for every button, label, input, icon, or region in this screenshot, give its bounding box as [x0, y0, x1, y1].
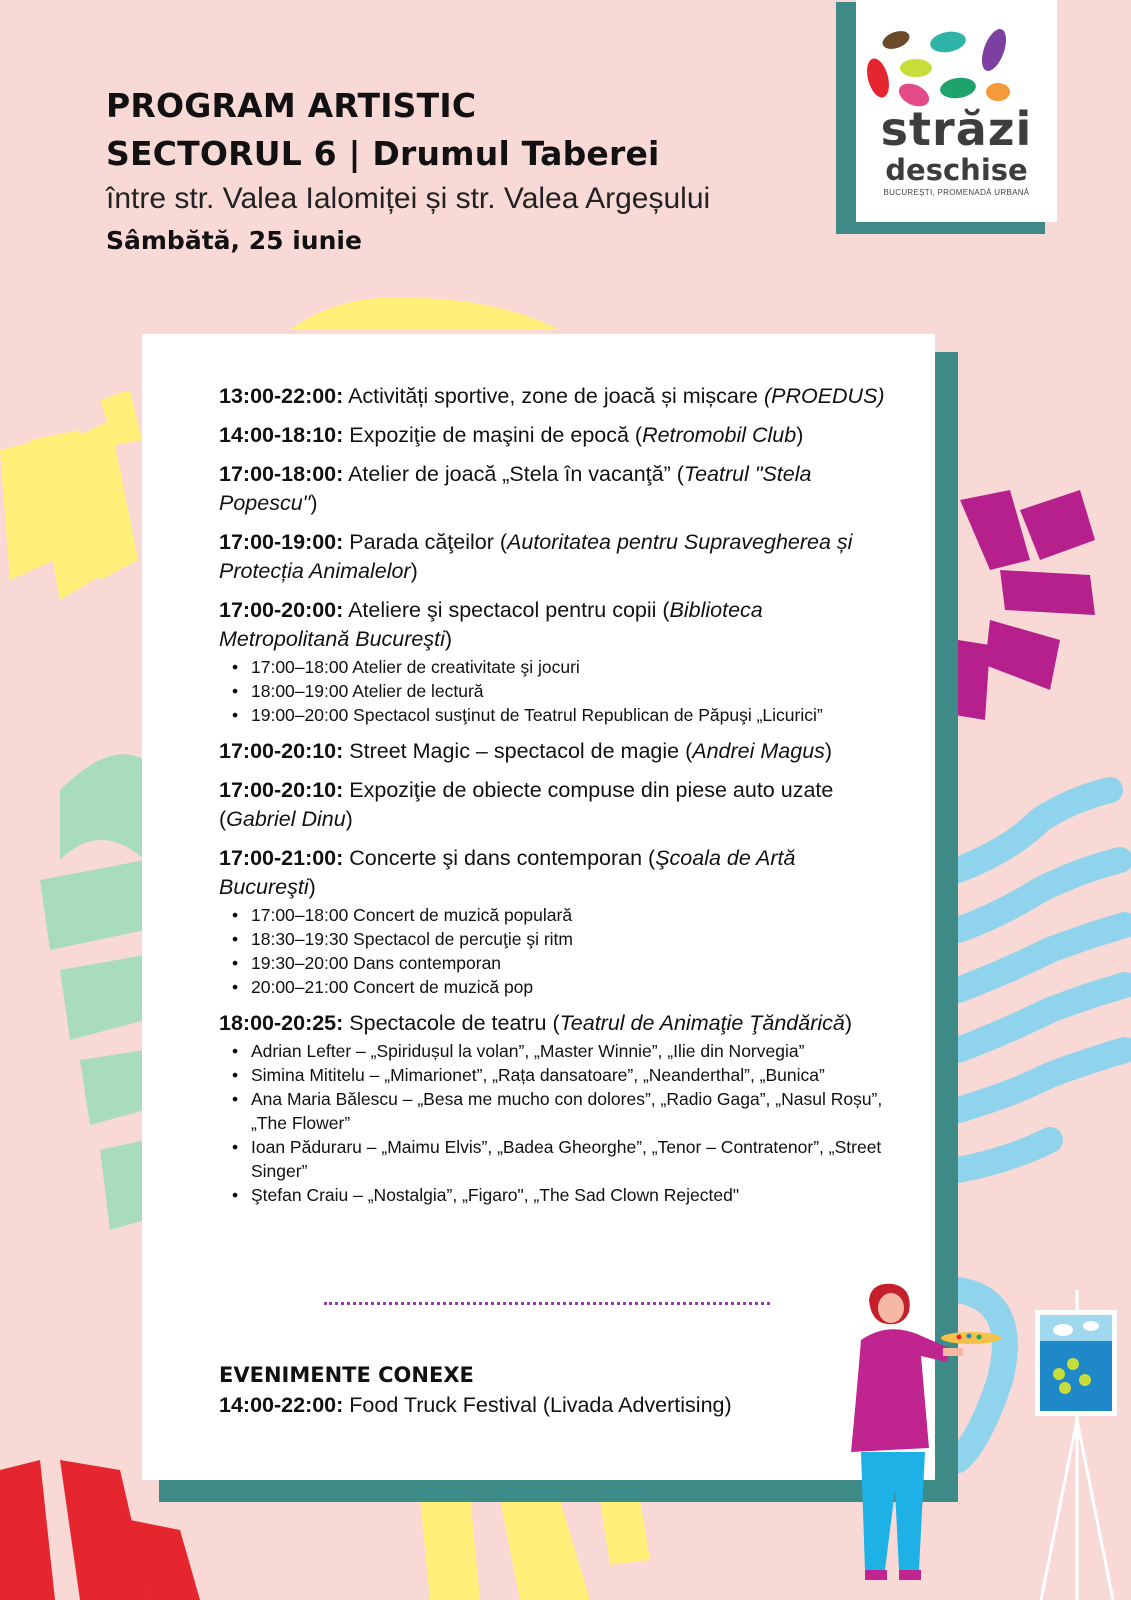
entry-tail: )	[345, 807, 353, 831]
entry-time: 13:00-22:00:	[219, 384, 344, 408]
entry-time: 17:00-20:00:	[219, 598, 344, 622]
sub-item: • 18:30–19:30 Spectacol de percuţie şi ritm	[219, 927, 891, 951]
schedule-entry	[219, 421, 891, 450]
related-event-time: 14:00-22:00:	[219, 1393, 344, 1417]
schedule-entry	[219, 382, 891, 411]
painter-illustration	[851, 1270, 1131, 1600]
entry-time: 17:00-19:00:	[219, 530, 344, 554]
entry-tail: )	[308, 875, 316, 899]
related-event	[219, 1390, 859, 1420]
entry-time: 17:00-20:10:	[219, 778, 344, 802]
entry-organizer: Andrei Magus	[692, 739, 825, 763]
entry-time: 17:00-18:00:	[219, 462, 344, 486]
yellow-swirl-left	[0, 390, 142, 600]
yellow-shape-bottom	[420, 1495, 650, 1600]
logo-tagline: BUCUREȘTI, PROMENADĂ URBANĂ	[883, 188, 1030, 197]
title-line-1: PROGRAM ARTISTIC	[106, 86, 477, 125]
entry-organizer: Autoritatea pentru Supravegherea și Protecția Animalelor	[219, 530, 853, 583]
schedule-entry	[219, 1009, 891, 1207]
schedule-entry	[219, 737, 891, 766]
entry-text: Expoziţie de obiecte compuse din piese auto uzate (	[219, 778, 834, 831]
sub-list	[219, 655, 891, 727]
logo-footprints-icon	[856, 0, 1057, 110]
sub-item: • 17:00–18:00 Concert de muzică populară	[219, 903, 891, 927]
entry-organizer: Retromobil Club	[642, 423, 797, 447]
magenta-starburst	[955, 490, 1095, 720]
schedule-entry	[219, 596, 891, 727]
title-line-2: SECTORUL 6 | Drumul Taberei	[106, 134, 660, 173]
header	[106, 82, 766, 262]
sub-item: • Ana Maria Bălescu – „Besa me mucho con dolores”, „Radio Gaga”, „Nasul Roșu”, „The Flower”	[219, 1087, 891, 1135]
entry-tail: )	[444, 627, 453, 651]
sub-item: • 19:00–20:00 Spectacol susţinut de Teatrul Republican de Păpuşi „Licurici”	[219, 703, 891, 727]
entry-tail: )	[410, 559, 418, 583]
sub-item: • 19:30–20:00 Dans contemporan	[219, 951, 891, 975]
entry-tail: )	[844, 1011, 853, 1035]
logo-word-strazi: străzi	[880, 102, 1033, 156]
sub-list	[219, 1039, 891, 1207]
entry-organizer: Şcoala de Artă Bucureşti	[219, 846, 796, 899]
sub-item: • Adrian Lefter – „Spiridușul la volan”, „Master Winnie”, „Ilie din Norvegia”	[219, 1039, 891, 1063]
entry-organizer: Teatrul de Animaţie Ţăndărică	[559, 1011, 845, 1035]
entry-organizer: (PROEDUS)	[763, 384, 885, 408]
schedule-entry	[219, 528, 891, 586]
entry-time: 18:00-20:25:	[219, 1011, 344, 1035]
dotted-divider	[324, 1302, 770, 1305]
entry-text: Activități sportive, zone de joacă și mișcare	[343, 384, 764, 408]
entry-organizer: Teatrul "Stela Popescu"	[219, 462, 812, 515]
location-text: între str. Valea Ialomiței și str. Valea Argeșului	[106, 182, 711, 215]
entry-text: Parada căţeilor (	[343, 530, 508, 554]
green-stripes-left	[40, 754, 145, 1230]
entry-time: 14:00-18:10:	[219, 423, 344, 447]
entry-time: 17:00-21:00:	[219, 846, 344, 870]
entry-tail: )	[310, 491, 318, 515]
entry-tail: )	[824, 739, 833, 763]
easel-icon	[1035, 1290, 1117, 1600]
related-events-title: EVENIMENTE CONEXE	[219, 1363, 474, 1387]
schedule-list	[219, 382, 891, 1217]
yellow-leaf-top	[290, 297, 560, 330]
entry-text: Expoziţie de maşini de epocă (	[343, 423, 643, 447]
entry-text: Street Magic – spectacol de magie (	[343, 739, 693, 763]
logo-word-deschise: deschise	[885, 153, 1028, 187]
sub-item: • 18:00–19:00 Atelier de lectură	[219, 679, 891, 703]
entry-text: Spectacole de teatru (	[343, 1011, 560, 1035]
program-card	[142, 334, 935, 1480]
entry-text: Ateliere şi spectacol pentru copii (	[343, 598, 670, 622]
sub-item: • Ioan Păduraru – „Maimu Elvis”, „Badea Gheorghe”, „Tenor – Contratenor”, „Street Singer”	[219, 1135, 891, 1183]
sub-item: • Ştefan Craiu – „Nostalgia”, „Figaro", „The Sad Clown Rejected"	[219, 1183, 891, 1207]
entry-text: Atelier de joacă „Stela în vacanţă” (	[343, 462, 684, 486]
entry-text: Concerte şi dans contemporan (	[343, 846, 656, 870]
date-text: Sâmbătă, 25 iunie	[106, 226, 362, 255]
sub-item: • 20:00–21:00 Concert de muzică pop	[219, 975, 891, 999]
schedule-entry	[219, 844, 891, 999]
entry-organizer: Gabriel Dinu	[226, 807, 346, 831]
schedule-entry	[219, 460, 891, 518]
entry-tail: )	[796, 423, 804, 447]
schedule-entry	[219, 776, 891, 834]
logo	[856, 0, 1057, 222]
sub-list	[219, 903, 891, 999]
related-event-text: Food Truck Festival (Livada Advertising)	[343, 1393, 732, 1417]
sub-item: • 17:00–18:00 Atelier de creativitate şi jocuri	[219, 655, 891, 679]
sub-item: • Simina Mititelu – „Mimarionet”, „Rața dansatoare”, „Neanderthal”, „Bunica”	[219, 1063, 891, 1087]
painter-person-icon	[851, 1284, 1001, 1580]
entry-time: 17:00-20:10:	[219, 739, 344, 763]
entry-organizer: Biblioteca Metropolitană Bucureşti	[219, 598, 763, 651]
